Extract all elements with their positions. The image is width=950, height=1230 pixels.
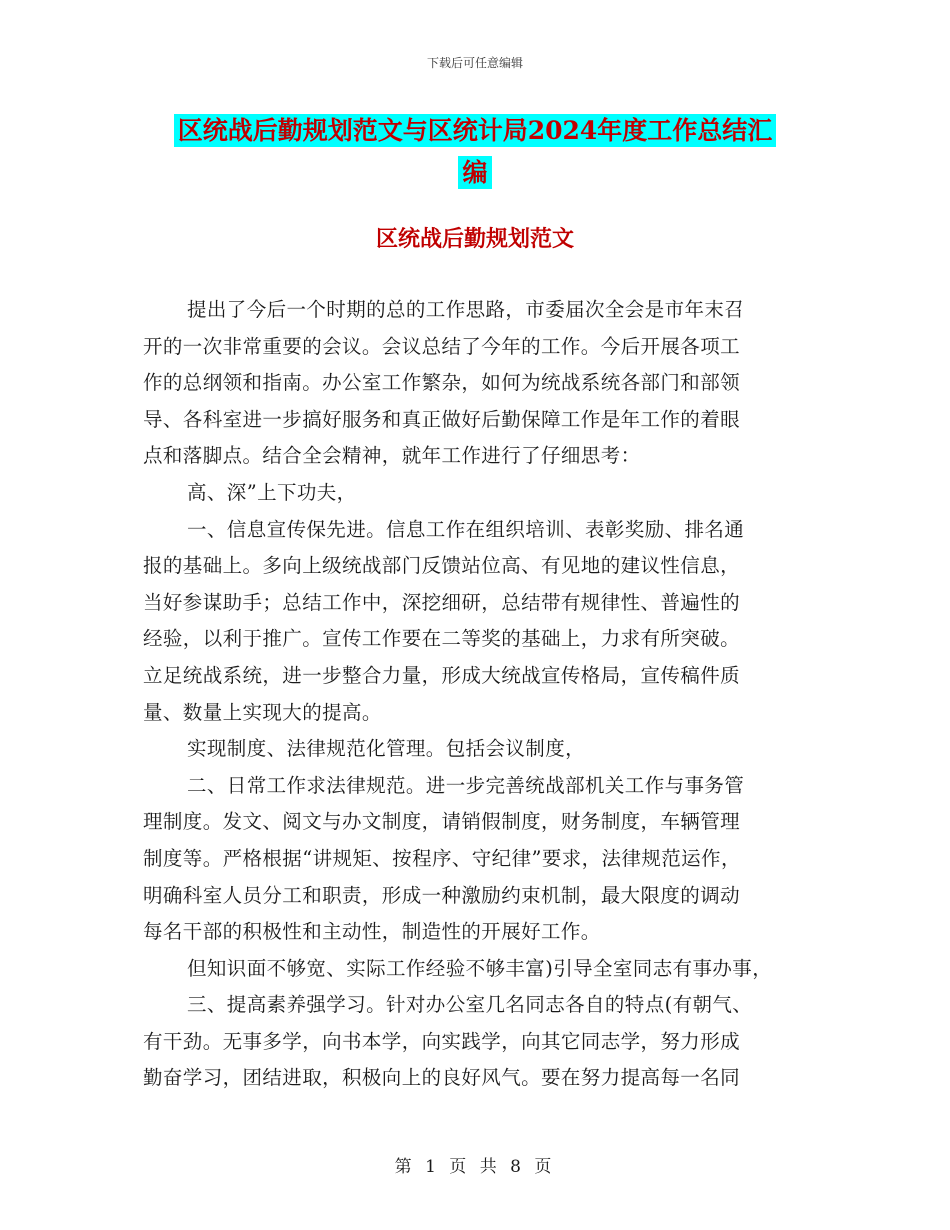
- body-line: 点和落脚点。结合全会精神，就年工作进行了仔细思考：: [143, 444, 641, 468]
- body-text: [143, 292, 803, 1097]
- body-line: 作的总纲领和指南。办公室工作繁杂，如何为统战系统各部门和部领: [143, 371, 741, 395]
- body-line: 报的基础上。多向上级统战部门反馈站位高、有见地的建议性信息，: [143, 554, 741, 578]
- body-line: 高、深”上下功夫，: [187, 480, 357, 504]
- body-line: 当好参谋助手；总结工作中，深挖细研，总结带有规律性、普遍性的: [143, 590, 741, 614]
- section-title: 区统战后勤规划范文: [375, 226, 574, 252]
- page-footer: 第 1 页 共 8 页: [394, 1157, 556, 1177]
- document-title: [0, 110, 950, 194]
- body-line: 导、各科室进一步搞好服务和真正做好后勤保障工作是年工作的着眼: [143, 407, 741, 431]
- document-title-line-1: 区统战后勤规划范文与区统计局2024年度工作总结汇: [174, 114, 777, 147]
- body-line: 三、提高素养强学习。针对办公室几名同志各自的特点(有朝气、: [187, 993, 753, 1017]
- header-note: 下载后可任意编辑: [426, 56, 523, 70]
- body-line: 提出了今后一个时期的总的工作思路，市委届次全会是市年末召: [187, 298, 745, 321]
- body-line: 勤奋学习，团结进取，积极向上的良好风气。要在努力提高每一名同: [143, 1066, 741, 1090]
- body-line: 立足统战系统，进一步整合力量，形成大统战宣传格局，宣传稿件质: [143, 663, 741, 687]
- body-line: 明确科室人员分工和职责，形成一种激励约束机制，最大限度的调动: [143, 883, 741, 907]
- body-line: 每名干部的积极性和主动性，制造性的开展好工作。: [143, 920, 601, 944]
- body-line: 实现制度、法律规范化管理。包括会议制度，: [187, 737, 586, 761]
- body-line: 但知识面不够宽、实际工作经验不够丰富)引导全室同志有事办事，: [187, 956, 773, 980]
- body-line: 开的一次非常重要的会议。会议总结了今年的工作。今后开展各项工: [143, 334, 741, 358]
- body-line: 有干劲。无事多学，向书本学，向实践学，向其它同志学，努力形成: [143, 1029, 741, 1053]
- body-line: 量、数量上实现大的提高。: [143, 700, 382, 724]
- body-line: 制度等。严格根据“讲规矩、按程序、守纪律”要求，法律规范运作，: [143, 846, 741, 870]
- document-title-line-2: 编: [458, 156, 491, 189]
- body-line: 一、信息宣传保先进。信息工作在组织培训、表彰奖励、排名通: [187, 517, 745, 541]
- body-line: 理制度。发文、阅文与办文制度，请销假制度，财务制度，车辆管理: [143, 810, 741, 834]
- body-line: 二、日常工作求法律规范。进一步完善统战部机关工作与事务管: [187, 773, 745, 797]
- body-line: 经验，以利于推广。宣传工作要在二等奖的基础上，力求有所突破。: [143, 627, 741, 651]
